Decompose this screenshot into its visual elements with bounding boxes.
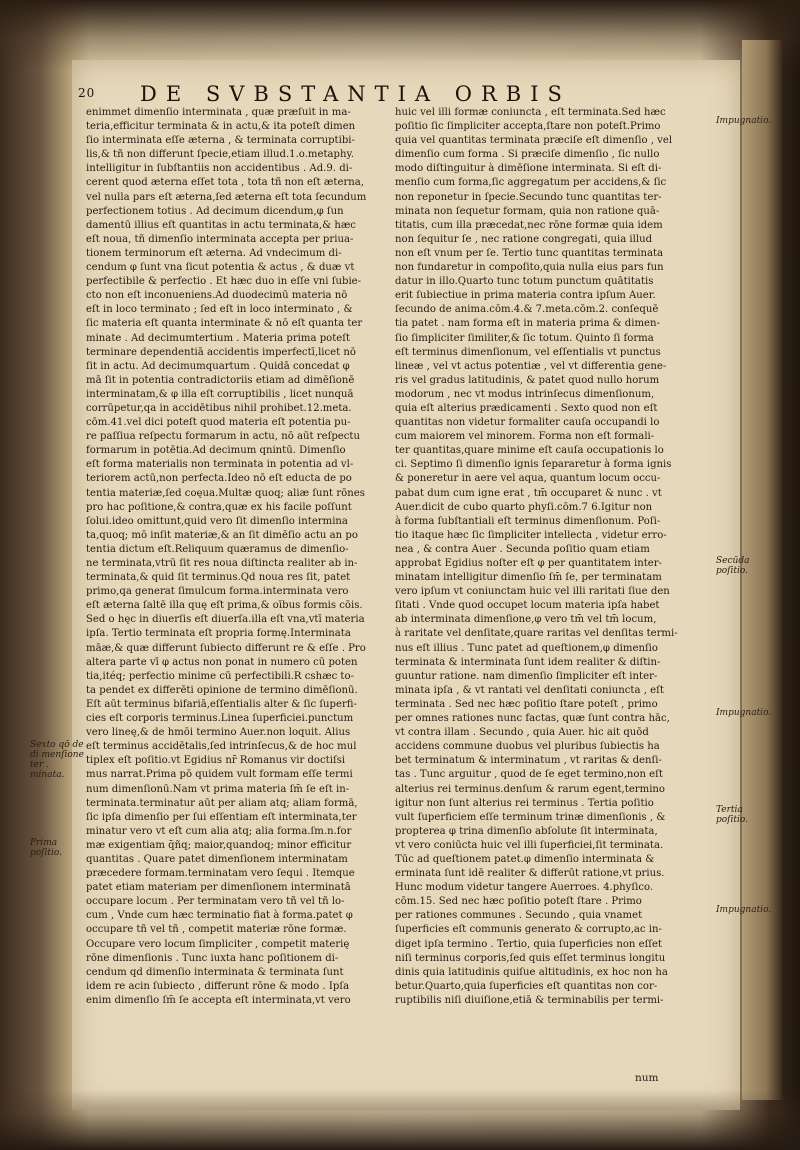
text-line: per rationes communes . Secundo , quia vnamet: [395, 910, 643, 922]
text-line: vt vero coniūcta huic vel illi ſuperficiei,ſit terminata.: [395, 839, 664, 851]
text-line: cerent quod æterna eſſet tota , tota tñ non eſt æterna,: [86, 177, 364, 189]
text-line: alterius rei terminus.denſum & rarum egent,termino: [395, 783, 665, 795]
text-line: enim dimenſio ſm̄ ſe accepta eſt interminata,vt vero: [86, 994, 351, 1006]
left-text-column: [86, 106, 382, 1008]
text-line: patet etiam materiam per dimenſionem interminatā: [86, 882, 351, 894]
text-line: minate . Ad decimumtertium . Materia prima poteſt: [86, 332, 351, 344]
text-line: intelligitur in ſubſtantiis non accidentibus . Ad.9. di-: [86, 163, 353, 175]
text-line: quia eſt alterius prædicamenti . Sexto quod non eſt: [395, 402, 658, 414]
text-line: teriorem actū,non perfecta.Ideo nō eſt educta de po: [86, 473, 352, 485]
text-line: Hunc modum videtur tangere Auerroes. 4.phyſico.: [395, 882, 654, 894]
page-number: 20: [78, 86, 96, 100]
text-line: tas . Tunc arguitur , quod de ſe eget termino,non eſt: [395, 769, 663, 781]
text-line: cum maiorem vel minorem. Forma non eſt formali-: [395, 431, 655, 443]
text-line: menſio cum forma,ſic aggregatum per accidens,& ſic: [395, 177, 667, 189]
text-line: præcedere formam.terminatam vero ſequi . Itemque: [86, 868, 355, 880]
text-line: lineæ , vel vt actus potentiæ , vel vt differentia gene-: [395, 360, 667, 372]
text-line: betur.Quarto,quia ſuperficies eſt quantitas non cor-: [395, 980, 658, 992]
catchword: num: [635, 1072, 659, 1084]
text-line: ſio ſimpliciter ſimiliter,& ſic totum. Quinto ſi forma: [395, 332, 654, 344]
bottom-shadow: [0, 1090, 800, 1150]
text-line: terminata & interminata ſunt idem realiter & diſtin-: [395, 656, 661, 668]
text-line: Sed o hęc in diuerſis eſt diuerſa.illa eſt vna,vtī materia: [86, 614, 365, 626]
text-line: à forma ſubſtantiali eſt terminus dimenſionum. Poſi-: [395, 515, 661, 527]
text-line: & poneretur in aere vel aqua, quantum locum occu-: [395, 473, 661, 485]
text-line: ſio interminata eſſe æterna , & terminata corruptibi-: [86, 135, 355, 147]
text-line: terminata,& quid ſit terminus.Qd̄ noua res ſit, patet: [86, 572, 351, 584]
text-line: ſit in actu. Ad decimumquartum . Quidā concedat φ: [86, 360, 350, 372]
text-line: enimmet dimenſio interminata , quæ præſuit in ma-: [86, 107, 351, 118]
text-line: approbat Egidius noſter eſt φ per quantitatem inter-: [395, 558, 662, 569]
text-line: erit ſubiectiue in prima materia contra ipſum Auer.: [395, 290, 656, 302]
text-line: perfectionem totius . Ad decimum dicendum,φ ſun: [86, 205, 344, 217]
text-line: eſt noua, tñ dimenſio interminata accepta per priua-: [86, 233, 354, 245]
text-line: tio itaque hæc ſic ſimpliciter intellecta , videtur erro-: [395, 529, 667, 541]
text-line: datur in illo.Quarto tunc totum punctum quātitatis: [395, 276, 654, 288]
text-line: minata ipſa , & vt rantati vel denſitati coniuncta , eſt: [395, 684, 664, 696]
text-line: ab interminata dimenſione,φ vero tm̄ vel tm̄ locum,: [395, 614, 657, 626]
text-line: cies eſt corporis terminus.Linea ſuperficiei.punctum: [86, 713, 354, 725]
text-line: bet terminatum & interminatum , vt raritas & denſi-: [395, 755, 662, 767]
text-line: mus narrat.Prima pō quidem vult formam eſſe termi: [86, 769, 353, 781]
text-line: lis,& tñ non differunt ſpecie,etiam illud.1.o.metaphy.: [86, 149, 355, 161]
text-line: perfectibile & perfectio . Et hæc duo in eſſe vni ſubie-: [86, 276, 362, 288]
text-line: ter quantitas,quare minime eſt cauſa occupationis lo: [395, 445, 664, 457]
text-line: ci. Septimo ſi dimenſio ignis ſepararetur à forma ignis: [395, 459, 672, 471]
text-line: niſi terminus corporis,ſed quis eſſet terminus longitu: [395, 952, 666, 964]
text-line: cōm.15. Sed nec hæc poſitio poteſt ſtare . Primo: [395, 896, 642, 908]
text-line: poſitio ſic ſimpliciter accepta,ſtare non poteſt.Primo: [395, 121, 661, 133]
text-line: Tūc ad queſtionem patet.φ dimenſio interminata &: [395, 853, 655, 865]
text-line: terminata.terminatur aūt per aliam atq; aliam formā,: [86, 797, 358, 809]
text-line: ta,quoq; mō inſit materiæ,& an ſit dimēſio actu an po: [86, 529, 358, 541]
text-line: diget ipſa termino . Tertio, quia ſuperficies non eſſet: [395, 938, 663, 950]
text-line: primo,qa generat ſimulcum forma.interminata vero: [86, 586, 349, 598]
text-line: occupare tñ vel tñ , competit materiæ rōne formæ.: [86, 924, 347, 936]
text-line: formarum in potētia.Ad decimum qnintū. Dimenſio: [86, 445, 346, 457]
text-line: modo diſtinguitur à dimēſione interminata. Si eſt di-: [395, 163, 662, 175]
text-line: dimenſio cum forma . Si præciſe dimenſio , ſic nullo: [395, 149, 660, 161]
text-line: nus eſt illius . Tunc patet ad queſtionem,φ dimenſio: [395, 642, 658, 654]
text-line: tia,itéq; perfectio minime cū perfectibili.R cshæc to-: [86, 670, 354, 682]
margin-note-impugnatio-3: Impugnatio.: [716, 905, 772, 915]
text-line: ſic materia eſt quanta interminate & nō eſt quanta ter: [86, 318, 363, 330]
margin-note-sexta: Sexto qō de di menſione ter . minata.: [30, 740, 84, 780]
text-line: altera parte vī φ actus non ponat in numero cū poten: [86, 656, 358, 668]
text-line: ſic ipſa dimenſio per ſui eſſentiam eſt interminata,ter: [86, 811, 357, 823]
text-line: ta pendet ex differēti opinione de termino dimēſionū.: [86, 684, 358, 696]
margin-note-impugnatio-2: Impugnatio.: [716, 708, 772, 718]
text-line: ris vel gradus latitudinis, & patet quod nullo horum: [395, 374, 660, 386]
text-line: interminatam,& φ illa eſt corruptibilis , licet nunquā: [86, 388, 354, 400]
margin-note-impugnatio-1: Impugnatio.: [716, 116, 772, 126]
text-line: cum , Vnde cum hæc terminatio fiat à forma.patet φ: [86, 910, 353, 922]
text-line: damentū illius eſt quantitas in actu terminata,& hæc: [86, 219, 356, 231]
text-line: ruptibilis niſi diuiſione,etiā & terminabilis per termi-: [395, 994, 664, 1006]
text-line: guuntur ratione. nam dimenſio ſimpliciter eſt inter-: [395, 670, 658, 682]
text-line: eſt in loco terminato ; ſed eſt in loco interminato , &: [86, 304, 353, 316]
text-line: minatam intelligitur dimenſio ſm̄ ſe, per terminatam: [395, 572, 662, 584]
text-line: non ſequitur ſe , nec ratione congregati, quia illud: [395, 233, 653, 245]
text-line: Occupare vero locum ſimpliciter , competit materię: [86, 938, 350, 950]
text-line: ſitati . Vnde quod occupet locum materia ipſa habet: [395, 600, 660, 612]
text-line: modorum , nec vt modus intrinſecus dimenſionum,: [395, 388, 655, 400]
text-line: pro hac poſitione,& contra,quæ ex his facile poſſunt: [86, 501, 352, 513]
text-line: tia patet . nam forma eſt in materia prima & dimen-: [395, 318, 660, 330]
text-line: igitur non ſunt alterius rei terminus . Tertia poſitio: [395, 797, 654, 809]
text-line: non fundaretur in compoſito,quia nulla eius pars fun: [395, 262, 664, 274]
text-line: tiplex eſt poſitio.vt Egidius nr̄ Romanus vir doctiſsi: [86, 755, 346, 767]
text-line: ſecundo de anima.cōm.4.& 7.meta.cōm.2. conſequē: [395, 304, 659, 316]
text-line: eſt terminus accidētalis,ſed intrinſecus,& de hoc mul: [86, 741, 357, 753]
text-line: non reponetur in ſpecie.Secundo tunc quantitas ter-: [395, 191, 662, 203]
running-header: [78, 84, 698, 108]
text-line: eſt æterna ſaltē illa quę eſt prima,& oībus formis cōis.: [86, 600, 363, 612]
right-text-column: [395, 106, 713, 1008]
margin-note-secunda: Secūda poſitio.: [716, 556, 750, 576]
text-line: cendum qd̄ dimenſio interminata & terminata ſunt: [86, 966, 344, 978]
text-line: teria,efficitur terminata & in actu,& ita poteſt dimen: [86, 121, 356, 133]
text-line: minata non ſequetur formam, quia non ratione quā-: [395, 205, 660, 217]
text-line: quantitas . Quare patet dimenſionem interminatam: [86, 853, 348, 865]
text-line: cto non eſt inconueniens.Ad duodecimū materia nō: [86, 290, 348, 302]
margin-note-tertia: Tertia poſitio.: [716, 805, 749, 825]
text-line: à raritate vel denſitate,quare raritas vel denſitas termi-: [395, 628, 678, 640]
text-line: ſolui.ideo omittunt,quid vero ſit dimenſio intermina: [86, 515, 348, 527]
text-line: vt contra illam . Secundo , quia Auer. hic ait quōd: [395, 727, 649, 739]
text-line: rōne dimenſionis . Tunc iuxta hanc poſitionem di-: [86, 952, 339, 964]
text-line: terminata . Sed nec hæc poſitio ſtare poteſt , primo: [395, 698, 658, 710]
text-line: tionem terminorum eſt æterna. Ad vndecimum di-: [86, 247, 342, 259]
text-line: pabat dum cum igne erat , tm̄ occuparet & nunc . vt: [395, 487, 662, 499]
text-line: dinis quia latitudinis quiſue altitudinis, ex hoc non ha: [395, 966, 668, 978]
text-line: tentia dictum eſt.Reliquum quæramus de dimenſio-: [86, 543, 349, 555]
text-line: accidens commune duobus vel pluribus ſubiectis ha: [395, 741, 660, 753]
text-line: nea , & contra Auer . Secunda poſitio quam etiam: [395, 543, 650, 555]
text-line: erminata ſunt idē realiter & differūt ratione,vt prius.: [395, 868, 665, 880]
page-title: DE SVBSTANTIA ORBIS: [140, 82, 571, 106]
text-line: vel nulla pars eſt æterna,ſed æterna eſt tota ſecundum: [86, 191, 367, 203]
text-line: propterea φ trina dimenſio abſolute ſit interminata,: [395, 825, 658, 837]
text-line: titatis, cum illa præcedat,nec rōne formæ quia idem: [395, 219, 663, 231]
text-line: eſt forma materialis non terminata in potentia ad vl-: [86, 459, 354, 471]
text-line: re paſſiua reſpectu formarum in actu, nō aūt reſpectu: [86, 431, 360, 443]
text-line: corrūpetur,qa in accidētibus nihil prohibet.12.meta.: [86, 402, 352, 414]
margin-note-prima: Prima poſitio.: [30, 838, 63, 858]
text-line: quia vel quantitas terminata præciſe eſt dimenſio , vel: [395, 135, 673, 147]
text-line: occupare locum . Per terminatam vero tñ vel tñ lo-: [86, 896, 345, 908]
text-line: quantitas non videtur formaliter cauſa occupandi lo: [395, 417, 660, 429]
text-line: mā ſit in potentia contradictoriis etiam ad dimēſionē: [86, 374, 355, 386]
text-line: non eſt vnum per ſe. Tertio tunc quantitas terminata: [395, 247, 664, 259]
text-line: Auer.dicit de cubo quarto phyſi.cōm.7 6.Igitur non: [395, 501, 653, 513]
text-line: ne terminata,vtrū ſit res noua diſtincta realiter ab in-: [86, 558, 358, 569]
text-line: vero ipſum vt coniunctam huic vel illi raritati ſiue den: [395, 586, 670, 598]
text-line: num dimenſionū.Nam vt prima materia ſm̄ ſe eſt in-: [86, 783, 350, 795]
text-line: vult ſuperficiem eſſe terminum trinæ dimenſionis , &: [395, 811, 666, 823]
text-line: Eſt aūt terminus bifariā,eſſentialis alter & ſic ſuperfi-: [86, 698, 357, 710]
text-line: māæ,& quæ differunt ſubiecto differunt re & eſſe . Pro: [86, 642, 366, 654]
text-line: terminare dependentiā accidentis imperfectī,licet nō: [86, 346, 356, 358]
text-line: cendum φ ſunt vna ſicut potentia & actus , & duæ vt: [86, 262, 355, 274]
text-line: cōm.41.vel dici poteſt quod materia eſt potentia pu-: [86, 417, 351, 429]
text-line: huic vel illi formæ coniuncta , eſt terminata.Sed hæc: [395, 107, 666, 118]
text-line: minatur vero vt eſt cum alia atq; alia forma.ſm.n.for: [86, 825, 352, 837]
text-line: idem re acin ſubiecto , differunt rōne & modo . Ipſa: [86, 980, 350, 992]
text-line: eſt terminus dimenſionum, vel eſſentialis vt punctus: [395, 346, 661, 358]
text-line: ipſa. Tertio terminata eſt propria formę.Interminata: [86, 628, 351, 640]
text-line: vero lineę,& de hmōi termino Auer.non loquit. Alius: [86, 727, 351, 739]
text-line: per omnes rationes nunc factas, quæ ſunt contra hāc,: [395, 713, 670, 725]
text-line: mæ exigentiam q̄ñq; maior,quandoq; minor efficitur: [86, 839, 352, 851]
text-line: ſuperficies eſt communis generato & corrupto,ac in-: [395, 924, 662, 936]
text-line: tentia materiæ,ſed coęua.Multæ quoq; aliæ ſunt rōnes: [86, 487, 365, 499]
